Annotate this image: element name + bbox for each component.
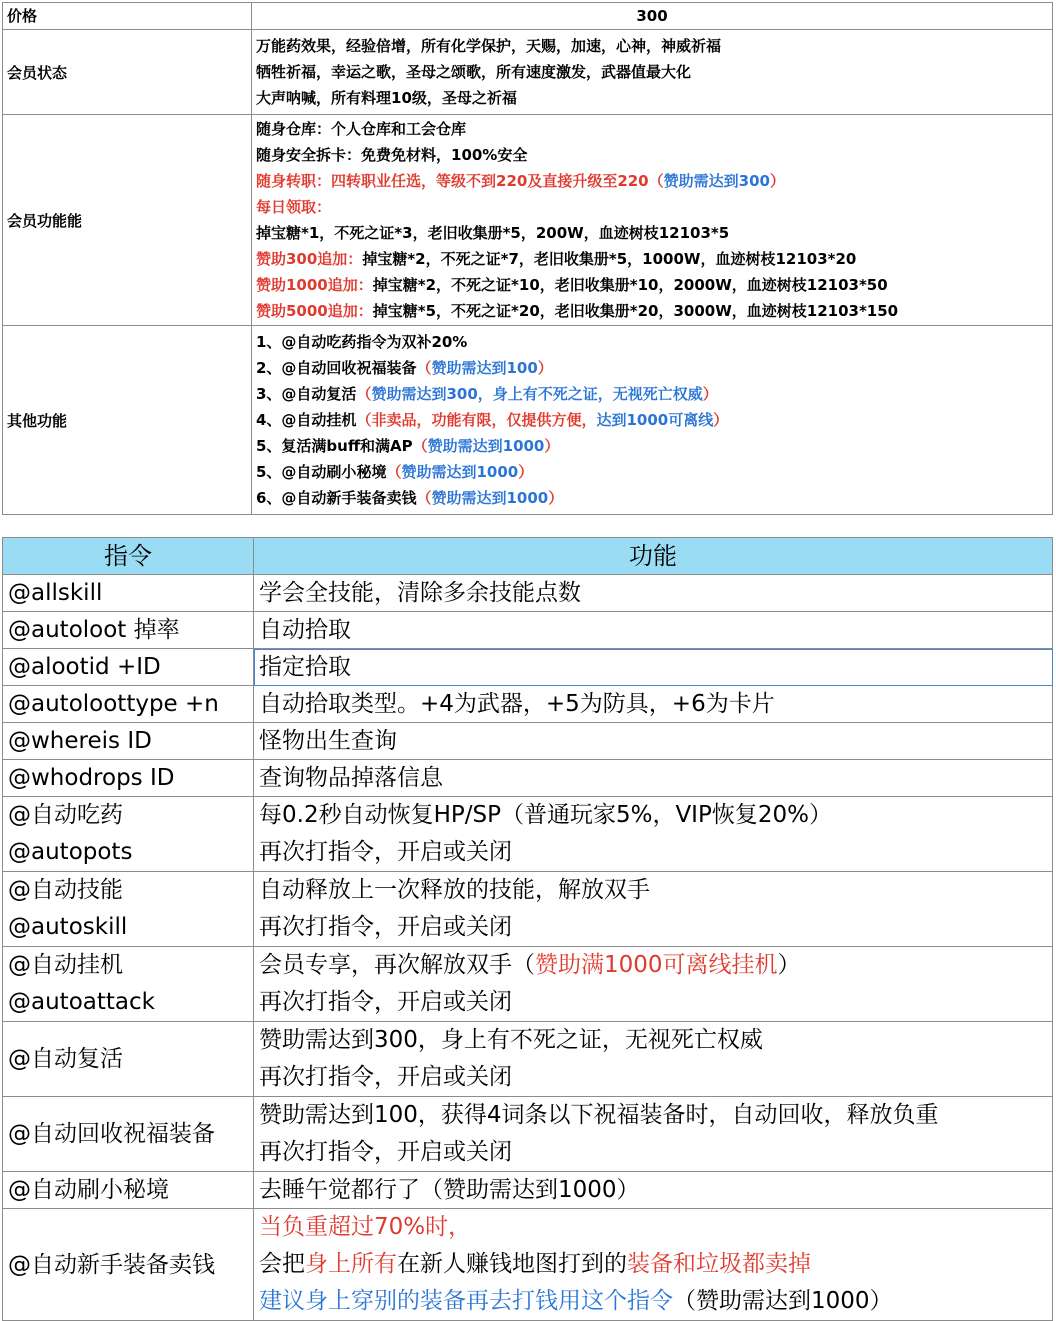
status-label: 会员状态 — [3, 30, 252, 115]
table-row — [3, 797, 1053, 872]
function-cell[interactable]: 去睡午觉都行了（赞助需达到1000） — [254, 1172, 1053, 1209]
status-row — [3, 30, 1053, 115]
command-cell[interactable]: @whodrops ID — [3, 760, 254, 797]
function-cell[interactable]: 怪物出生查询 — [254, 723, 1053, 760]
feature-line: 赞助1000追加：掉宝糖*2，不死之证*10，老旧收集册*10，2000W，血迹树枝12103*50 — [256, 276, 888, 294]
command-cell[interactable]: @autoloot 掉率 — [3, 612, 254, 649]
command-cell[interactable]: @自动复活 — [3, 1022, 254, 1097]
features-row — [3, 115, 1053, 326]
feature-line: 赞助5000追加：掉宝糖*5，不死之证*20，老旧收集册*20，3000W，血迹树枝12103*150 — [256, 302, 899, 320]
commands-table — [2, 537, 1053, 1321]
table-row — [3, 947, 1053, 1022]
command-cell[interactable]: @allskill — [3, 575, 254, 612]
function-cell[interactable]: 自动拾取 — [254, 612, 1053, 649]
table-row — [3, 1172, 1053, 1209]
feature-line: 掉宝糖*1，不死之证*3，老旧收集册*5，200W，血迹树枝12103*5 — [256, 224, 730, 242]
command-cell[interactable]: @自动回收祝福装备 — [3, 1097, 254, 1172]
other-line: 4、@自动挂机（非卖品，功能有限，仅提供方便，达到1000可离线） — [256, 411, 729, 429]
header-row — [3, 538, 1053, 575]
function-cell[interactable]: 当负重超过70%时， 会把身上所有在新人赚钱地图打到的装备和垃圾都卖掉 建议身上穿别的装备再去打钱用这个指令（赞助需达到1000） — [254, 1209, 1053, 1321]
table-row — [3, 575, 1053, 612]
other-content — [252, 326, 1053, 515]
other-line: 6、@自动新手装备卖钱（赞助需达到1000） — [256, 489, 564, 507]
table-row — [3, 723, 1053, 760]
function-cell[interactable]: 会员专享，再次解放双手（赞助满1000可离线挂机） 再次打指令，开启或关闭 — [254, 947, 1053, 1022]
function-cell[interactable]: 自动拾取类型。+4为武器，+5为防具，+6为卡片 — [254, 686, 1053, 723]
header-command: 指令 — [3, 538, 254, 575]
command-cell[interactable]: @自动技能 @autoskill — [3, 872, 254, 947]
selected-function-cell[interactable]: 指定拾取 — [254, 649, 1053, 686]
other-label: 其他功能 — [3, 326, 252, 515]
command-cell[interactable]: @自动挂机 @autoattack — [3, 947, 254, 1022]
function-cell[interactable]: 每0.2秒自动恢复HP/SP（普通玩家5%，VIP恢复20%） 再次打指令，开启或关闭 — [254, 797, 1053, 872]
feature-line: 赞助300追加：掉宝糖*2，不死之证*7，老旧收集册*5，1000W，血迹树枝12103*20 — [256, 250, 857, 268]
other-line: 5、@自动刷小秘境（赞助需达到1000） — [256, 463, 534, 481]
price-value: 300 — [252, 3, 1053, 30]
table-row — [3, 760, 1053, 797]
features-label: 会员功能能 — [3, 115, 252, 326]
table-row — [3, 686, 1053, 723]
feature-line: 随身仓库：个人仓库和工会仓库 — [256, 120, 467, 138]
function-cell[interactable]: 赞助需达到100，获得4词条以下祝福装备时，自动回收，释放负重 再次打指令，开启或关闭 — [254, 1097, 1053, 1172]
status-content — [252, 30, 1053, 115]
other-line: 2、@自动回收祝福装备（赞助需达到100） — [256, 359, 553, 377]
price-row — [3, 3, 1053, 30]
table-row — [3, 1022, 1053, 1097]
other-line: 1、@自动吃药指令为双补20% — [256, 333, 468, 351]
function-cell[interactable]: 自动释放上一次释放的技能，解放双手 再次打指令，开启或关闭 — [254, 872, 1053, 947]
table-row — [3, 612, 1053, 649]
function-cell[interactable]: 查询物品掉落信息 — [254, 760, 1053, 797]
status-line: 牺牲祈福，幸运之歌，圣母之颂歌，所有速度激发，武器值最大化 — [256, 63, 692, 81]
command-cell[interactable]: @whereis ID — [3, 723, 254, 760]
function-cell[interactable]: 学会全技能，清除多余技能点数 — [254, 575, 1053, 612]
feature-line: 随身安全拆卡：免费免材料，100%安全 — [256, 146, 528, 164]
price-label: 价格 — [3, 3, 252, 30]
status-line: 大声呐喊，所有料理10级，圣母之祈福 — [256, 89, 517, 107]
header-function: 功能 — [254, 538, 1053, 575]
membership-info-table — [2, 2, 1053, 515]
other-line: 5、复活满buff和满AP（赞助需达到1000） — [256, 437, 560, 455]
other-row — [3, 326, 1053, 515]
command-cell[interactable]: @autoloottype +n — [3, 686, 254, 723]
table-row — [3, 1209, 1053, 1321]
table-row — [3, 872, 1053, 947]
command-cell[interactable]: @自动吃药 @autopots — [3, 797, 254, 872]
feature-line: 每日领取： — [256, 198, 332, 216]
function-cell[interactable]: 赞助需达到300，身上有不死之证，无视死亡权威 再次打指令，开启或关闭 — [254, 1022, 1053, 1097]
command-cell[interactable]: @自动刷小秘境 — [3, 1172, 254, 1209]
table-row — [3, 649, 1053, 686]
table-row — [3, 1097, 1053, 1172]
status-line: 万能药效果，经验倍增，所有化学保护，天赐，加速，心神，神威祈福 — [256, 37, 722, 55]
feature-line: 随身转职：四转职业任选，等级不到220及直接升级至220（赞助需达到300） — [256, 172, 785, 190]
command-cell[interactable]: @自动新手装备卖钱 — [3, 1209, 254, 1321]
features-content — [252, 115, 1053, 326]
other-line: 3、@自动复活（赞助需达到300，身上有不死之证，无视死亡权威） — [256, 385, 718, 403]
command-cell[interactable]: @alootid +ID — [3, 649, 254, 686]
